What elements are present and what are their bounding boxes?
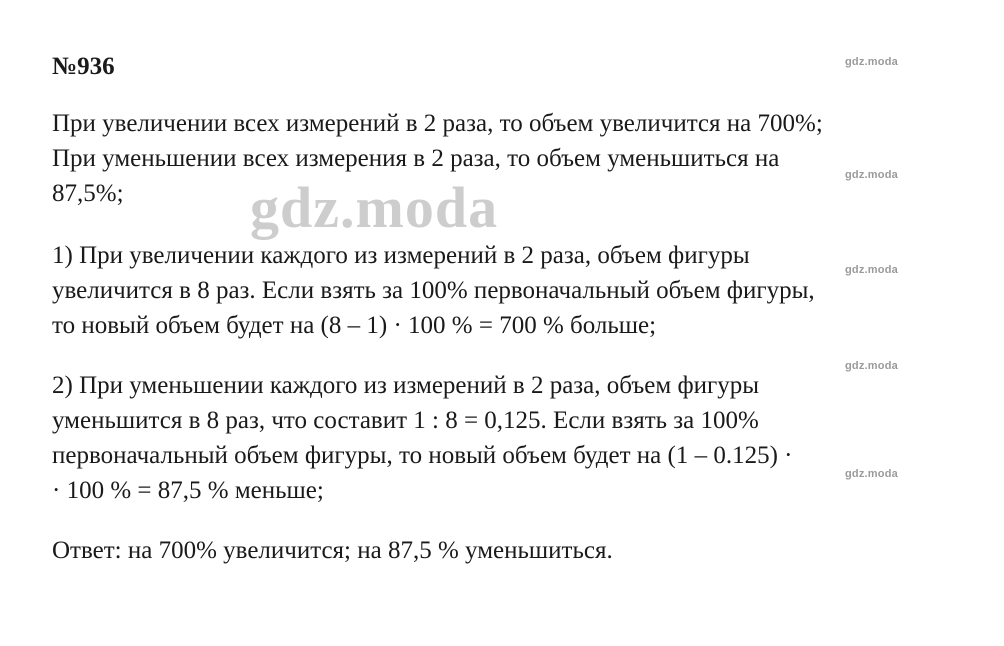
problem-number: №936 (52, 53, 115, 80)
text-line: 1) При увеличении каждого из измерений в 2 раза, объем фигуры (52, 242, 750, 269)
text-line: · 100 % = 87,5 % меньше; (52, 477, 324, 504)
watermark-small: gdz.moda (845, 169, 898, 181)
watermark-small: gdz.moda (845, 468, 898, 480)
paragraph-step-2 (52, 368, 793, 508)
text-line: то новый объем будет на (8 – 1) · 100 % = 700 % больше; (52, 312, 657, 339)
text-line: 87,5%; (52, 180, 124, 207)
text-line: уменьшится в 8 раз, что составит 1 : 8 = 0,125. Если взять за 100% (52, 407, 759, 434)
watermark-small: gdz.moda (845, 264, 898, 276)
text-line: 2) При уменьшении каждого из измерений в 2 раза, объем фигуры (52, 372, 760, 399)
watermark-small: gdz.moda (845, 56, 898, 68)
paragraph-answer (52, 533, 613, 568)
text-line: При увеличении всех измерений в 2 раза, то объем увеличится на 700%; (52, 110, 823, 137)
watermark-small: gdz.moda (845, 360, 898, 372)
paragraph-step-1 (52, 238, 815, 343)
watermark-large: gdz.moda (250, 175, 499, 240)
text-line: При уменьшении всех измерения в 2 раза, то объем уменьшиться на (52, 145, 780, 172)
text-line: первоначальный объем фигуры, то новый объем будет на (1 – 0.125) · (52, 442, 793, 469)
text-line: увеличится в 8 раз. Если взять за 100% первоначальный объем фигуры, (52, 277, 815, 304)
answer-line: Ответ: на 700% увеличится; на 87,5 % уменьшиться. (52, 537, 613, 564)
